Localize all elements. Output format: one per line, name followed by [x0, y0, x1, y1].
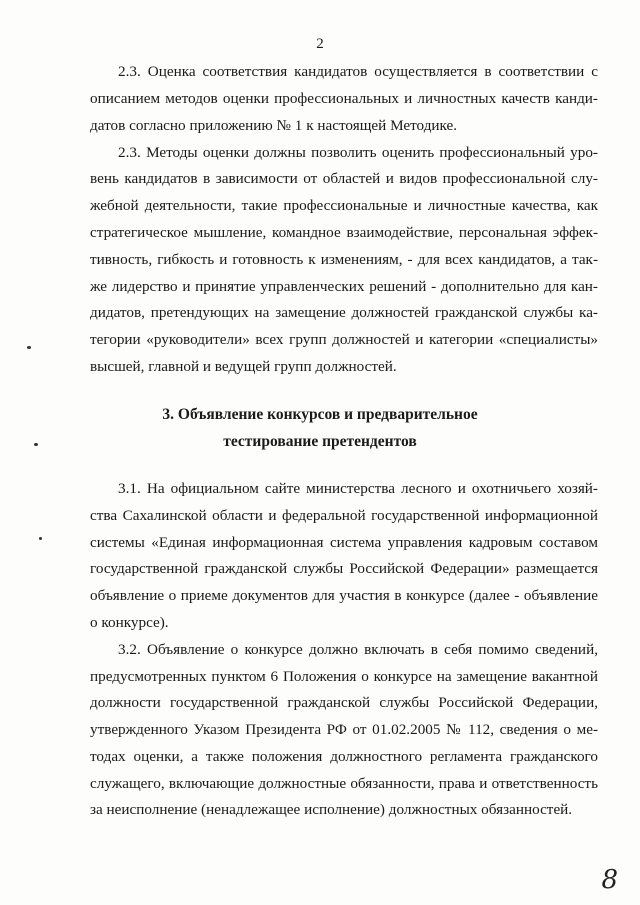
text-line: 2.3. Методы оценки должны позволить оценить профессиональный уро-	[118, 144, 598, 161]
page-number: 2	[316, 36, 324, 52]
text-line: за неисполнение (ненадлежащее исполнение) должностных обязанностей.	[90, 801, 573, 818]
text-line: о конкурсе).	[90, 614, 169, 631]
text-line: 2.3. Оценка соответствия кандидатов осуществляется в соответствии с	[118, 63, 598, 80]
text-line: системы «Единая информационная система управления кадровым составом	[90, 534, 598, 551]
text-line: тегории «руководители» всех групп должностей и категории «специалисты»	[90, 331, 598, 348]
text-line: государственной гражданской службы Российской Федерации» размещается	[90, 560, 598, 577]
text-line: служащего, включающие должностные обязанности, права и ответственность	[90, 775, 598, 792]
text-line: предусмотренных пунктом 6 Положения о конкурсе на замещение вакантной	[90, 668, 598, 685]
text-line: высшей, главной и ведущей групп должностей.	[90, 358, 397, 375]
section-heading-line-2: тестирование претендентов	[223, 433, 417, 450]
scan-speck	[34, 443, 38, 446]
text-line: описанием методов оценки профессиональных и личностных качеств канди-	[90, 90, 598, 107]
scan-speck	[27, 346, 31, 349]
text-line: должности государственной гражданской службы Российской Федерации,	[90, 694, 598, 711]
text-line: утвержденного Указом Президента РФ от 01.02.2005 № 112, сведения о ме-	[90, 721, 598, 738]
text-line: 3.1. На официальном сайте министерства лесного и охотничьего хозяй-	[118, 480, 598, 497]
text-line: вень кандидатов в зависимости от областей и видов профессиональной слу-	[90, 170, 598, 187]
text-line: жебной деятельности, такие профессиональные и личностные качества, как	[90, 197, 598, 214]
text-line: 3.2. Объявление о конкурсе должно включать в себя помимо сведений,	[118, 641, 598, 658]
text-line: тивность, гибкость и готовность к изменениям, - для всех кандидатов, а так-	[90, 251, 598, 268]
handwritten-page-mark: 8	[601, 865, 618, 895]
text-line: объявление о приеме документов для участия в конкурсе (далее - объявление	[90, 587, 598, 604]
text-line: ства Сахалинской области и федеральной государственной информационной	[90, 507, 598, 524]
text-line: дидатов, претендующих на замещение должностей гражданской службы ка-	[90, 304, 598, 321]
text-line: стратегическое мышление, командное взаимодействие, персональная эффек-	[90, 224, 598, 241]
scan-speck	[39, 537, 42, 540]
text-line: же лидерство и принятие управленческих решений - дополнительно для кан-	[90, 278, 598, 295]
text-line: тодах оценки, а также положения должностного регламента гражданского	[90, 748, 598, 765]
text-line: датов согласно приложению № 1 к настоящей Методике.	[90, 117, 458, 134]
section-heading-line-1: 3. Объявление конкурсов и предварительное	[162, 406, 478, 423]
